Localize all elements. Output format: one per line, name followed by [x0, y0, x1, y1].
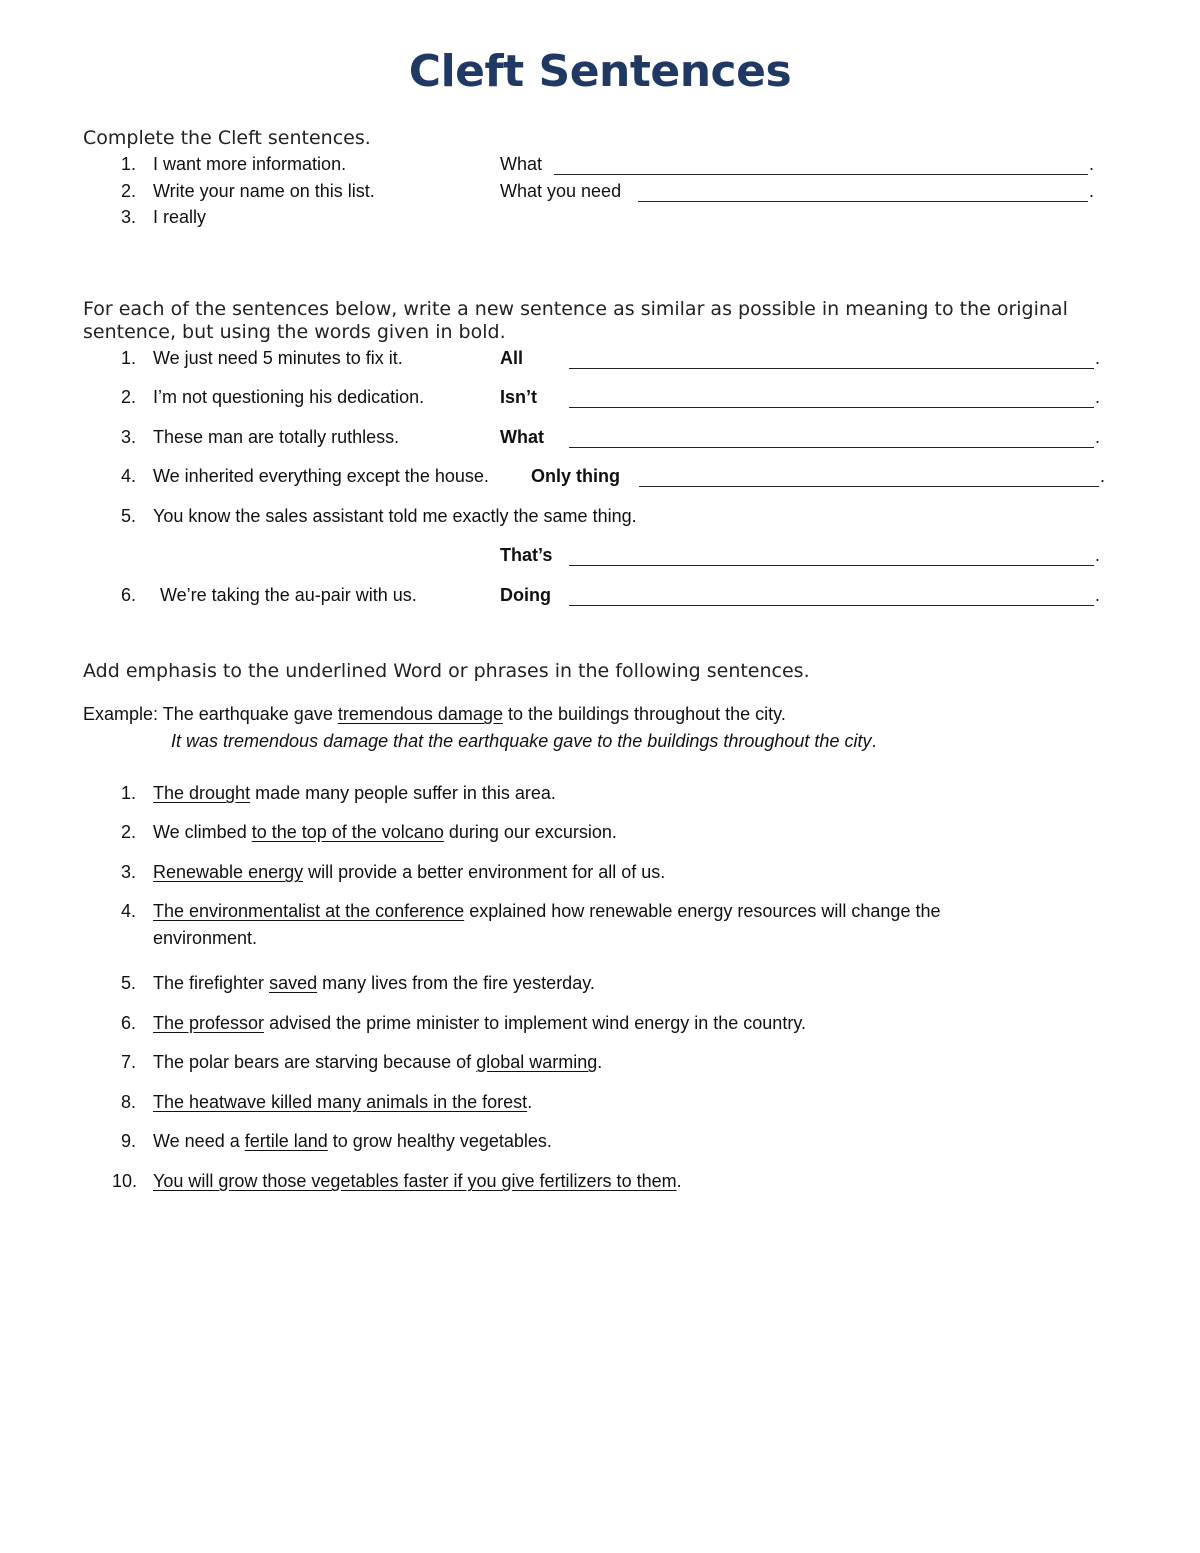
s3-item-3-post: will provide a better environment for all of us. [303, 862, 666, 882]
s3-item-2-number: 2. [120, 822, 136, 842]
s1-item-2-prompt: What you need [500, 181, 622, 201]
s3-item-1-text [153, 783, 556, 804]
section2-instruction-line1: For each of the sentences below, write a new sentence as similar as possible in meaning to the original [83, 298, 1068, 320]
s3-item-9-underlined: fertile land [244, 1131, 328, 1151]
s2-item-5-keyword: That’s [500, 545, 553, 565]
example-label: Example: [83, 704, 159, 724]
s1-item-1-answer-line[interactable] [554, 174, 1088, 175]
s2-item-1-text: We just need 5 minutes to fix it. [153, 348, 403, 368]
s1-item-3-text: I really [153, 207, 207, 227]
s2-item-4-keyword: Only thing [531, 466, 620, 486]
example-answer [171, 731, 876, 752]
s2-item-2-keyword: Isn’t [500, 387, 538, 407]
s1-item-1-prompt: What [500, 154, 543, 174]
s2-item-3-answer-line[interactable] [569, 447, 1094, 448]
example-answer-period: . [871, 731, 877, 751]
s3-item-4-underlined: The environmentalist at the conference [153, 901, 465, 921]
s3-item-9-number: 9. [120, 1131, 136, 1151]
s2-item-1-keyword: All [500, 348, 524, 368]
s1-item-2-text: Write your name on this list. [153, 181, 375, 201]
s3-item-8-number: 8. [120, 1092, 136, 1112]
s2-item-6-period: . [1095, 585, 1101, 605]
s1-item-2-answer-line[interactable] [638, 201, 1088, 202]
s3-item-6-number: 6. [120, 1013, 136, 1033]
s2-item-2-text: I’m not questioning his dedication. [153, 387, 425, 407]
s1-item-2-period: . [1089, 181, 1095, 201]
s2-item-5-text: You know the sales assistant told me exactly the same thing. [153, 506, 637, 526]
s2-item-5-number: 5. [120, 506, 136, 526]
s2-item-2-period: . [1095, 387, 1101, 407]
section3-instruction: Add emphasis to the underlined Word or phrases in the following sentences. [83, 660, 810, 682]
s3-item-7-post: . [597, 1052, 603, 1072]
s3-item-2-post: during our excursion. [443, 822, 617, 842]
s3-item-10-number: 10. [112, 1171, 138, 1191]
s3-item-2-text [153, 822, 617, 843]
s3-item-3-number: 3. [120, 862, 136, 882]
s3-item-3-underlined: Renewable energy [153, 862, 304, 882]
s2-item-2-number: 2. [120, 387, 136, 407]
s3-item-9-text [153, 1131, 552, 1152]
section1-instruction: Complete the Cleft sentences. [83, 127, 371, 149]
s1-item-1-text: I want more information. [153, 154, 347, 174]
s3-item-10-post: . [676, 1171, 682, 1191]
s1-item-2-number: 2. [120, 181, 136, 201]
s3-item-7-pre: The polar bears are starving because of [153, 1052, 477, 1072]
s3-item-1-number: 1. [120, 783, 136, 803]
s3-item-4-text [153, 901, 940, 922]
s3-item-4-post: explained how renewable energy resources will change the [464, 901, 941, 921]
s2-item-3-text: These man are totally ruthless. [153, 427, 400, 447]
s2-item-3-period: . [1095, 427, 1101, 447]
s2-item-3-keyword: What [500, 427, 544, 447]
example-underlined: tremendous damage [337, 704, 503, 724]
s2-item-1-answer-line[interactable] [569, 368, 1094, 369]
s2-item-6-text: We’re taking the au-pair with us. [160, 585, 417, 605]
s3-item-2-pre: We climbed [153, 822, 252, 842]
s1-item-1-period: . [1089, 154, 1095, 174]
example-post: to the buildings throughout the city. [502, 704, 786, 724]
s2-item-5-period: . [1095, 545, 1101, 565]
s3-item-8-post: . [527, 1092, 533, 1112]
s3-item-7-number: 7. [120, 1052, 136, 1072]
s3-item-5-post: many lives from the fire yesterday. [317, 973, 595, 993]
s2-item-6-number: 6. [120, 585, 136, 605]
example-sentence [83, 704, 786, 725]
s3-item-5-pre: The firefighter [153, 973, 270, 993]
s2-item-1-period: . [1095, 348, 1101, 368]
s3-item-5-text [153, 973, 595, 994]
s3-item-7-text [153, 1052, 602, 1073]
s2-item-6-keyword: Doing [500, 585, 551, 605]
s2-item-5-answer-line[interactable] [569, 565, 1094, 566]
section2-instruction-line2: sentence, but using the words given in bold. [83, 321, 506, 343]
s2-item-3-number: 3. [120, 427, 136, 447]
s3-item-1-underlined: The drought [153, 783, 251, 803]
s3-item-4-continuation: environment. [153, 928, 258, 948]
s3-item-6-text [153, 1013, 806, 1034]
s2-item-4-answer-line[interactable] [639, 486, 1099, 487]
s3-item-5-number: 5. [120, 973, 136, 993]
s1-item-1-number: 1. [120, 154, 136, 174]
s3-item-6-post: advised the prime minister to implement wind energy in the country. [264, 1013, 806, 1033]
s3-item-10-underlined: You will grow those vegetables faster if you give fertilizers to them [153, 1171, 677, 1191]
s2-item-4-text: We inherited everything except the house. [153, 466, 489, 486]
s3-item-6-underlined: The professor [153, 1013, 265, 1033]
s3-item-2-underlined: to the top of the volcano [251, 822, 444, 842]
s1-item-3-number: 3. [120, 207, 136, 227]
s3-item-7-underlined: global warming [476, 1052, 598, 1072]
s3-item-9-pre: We need a [153, 1131, 245, 1151]
s2-item-4-period: . [1100, 466, 1106, 486]
s2-item-1-number: 1. [120, 348, 136, 368]
page-title: Cleft Sentences [408, 46, 792, 97]
s3-item-5-underlined: saved [269, 973, 318, 993]
s3-item-10-text [153, 1171, 682, 1192]
s3-item-9-post: to grow healthy vegetables. [327, 1131, 552, 1151]
s2-item-4-number: 4. [120, 466, 136, 486]
s3-item-8-text [153, 1092, 532, 1113]
example-answer-text: It was tremendous damage that the earthquake gave to the buildings throughout the city [171, 731, 872, 751]
s3-item-3-text [153, 862, 665, 883]
s3-item-8-underlined: The heatwave killed many animals in the forest [153, 1092, 528, 1112]
s2-item-2-answer-line[interactable] [569, 407, 1094, 408]
s3-item-1-post: made many people suffer in this area. [250, 783, 556, 803]
example-pre: The earthquake gave [158, 704, 338, 724]
s3-item-4-number: 4. [120, 901, 136, 921]
s2-item-6-answer-line[interactable] [569, 605, 1094, 606]
